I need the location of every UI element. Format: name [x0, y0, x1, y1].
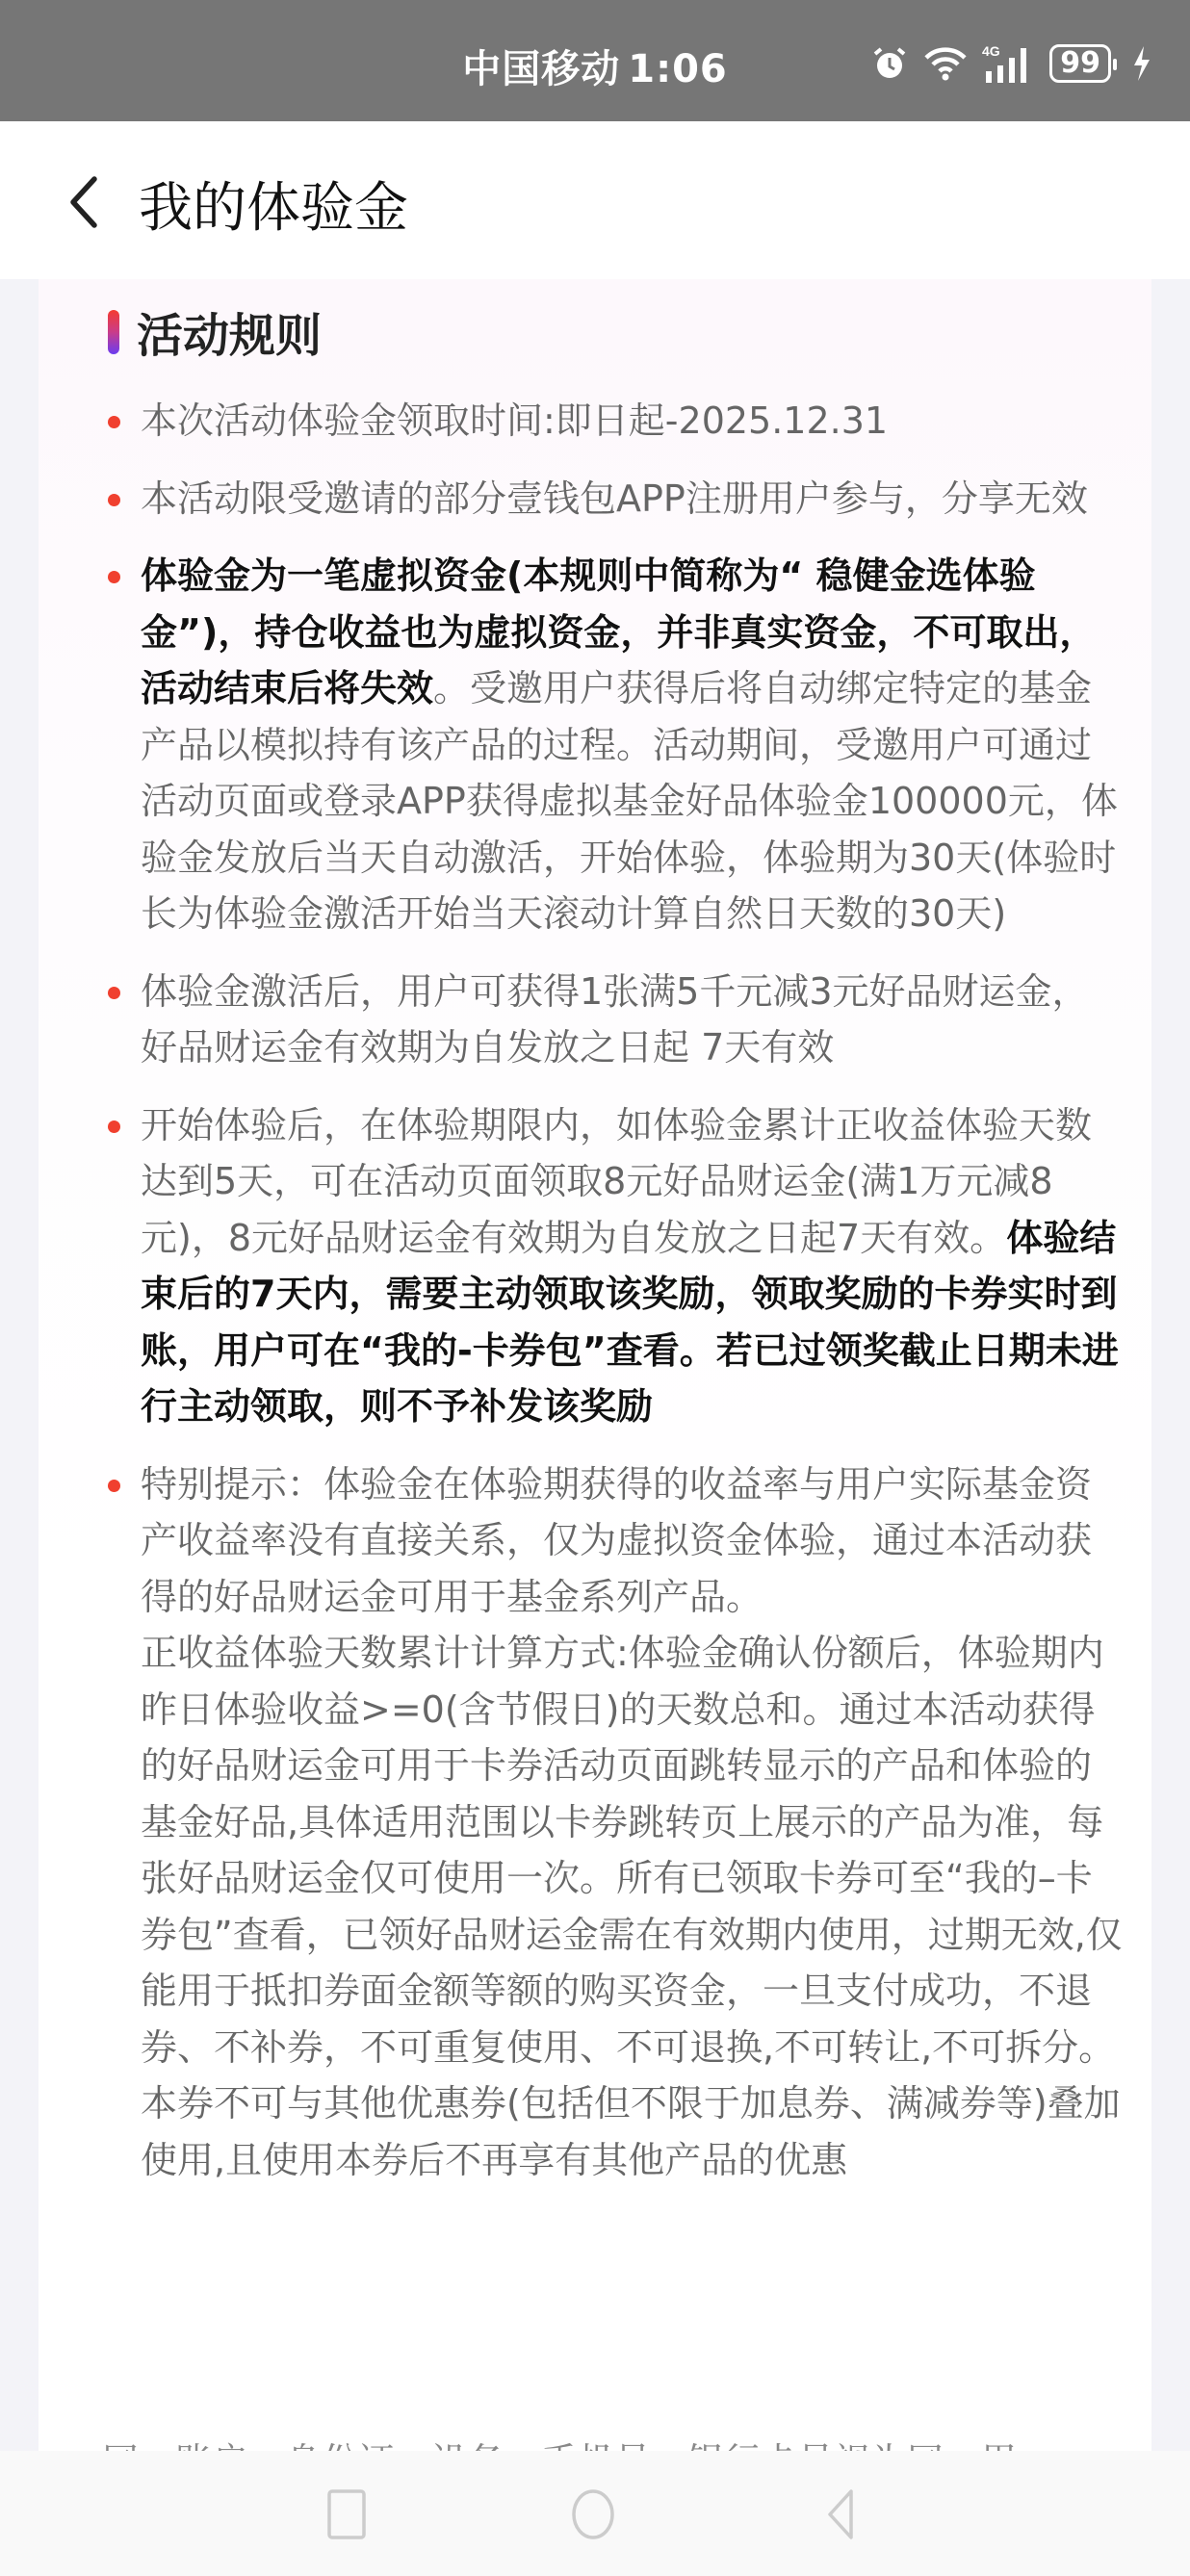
clock: 1:06 — [628, 47, 728, 91]
status-bar — [0, 0, 1190, 121]
signal-icon — [982, 42, 1036, 85]
page-title: 我的体验金 — [139, 177, 408, 240]
rules-card — [39, 279, 1151, 2493]
recents-icon — [318, 2487, 375, 2541]
rule-item-2 — [102, 471, 1123, 528]
back-button[interactable] — [60, 171, 114, 233]
rule-item-6 — [102, 1456, 1123, 2189]
chevron-left-icon — [60, 171, 114, 233]
rule-item-1 — [102, 393, 1123, 450]
rule-text: 体验金激活后，用户可获得1张满5千元减3元好品财运金，好品财运金有效期为自发放之日起 7天有效 — [141, 969, 1089, 1069]
section-title: 活动规则 — [137, 309, 323, 363]
rules-list — [102, 393, 1123, 2209]
back-nav-button[interactable] — [809, 2487, 867, 2541]
rule-text: 特别提示：体验金在体验期获得的收益率与用户实际基金资产收益率没有直接关系，仅为虚拟资金体验，通过本活动获得的好品财运金可用于基金系列产品。 — [141, 1462, 1093, 1618]
rule-item-5 — [102, 1097, 1123, 1435]
rule-text: 本次活动体验金领取时间:即日起-2025.12.31 — [141, 399, 889, 442]
wifi-icon — [922, 44, 969, 83]
rule-item-3 — [102, 548, 1123, 942]
rule-bold-text: 体验结束后的7天内，需要主动领取该奖励，领取奖励的卡券实时到账，用户可在“我的-卡券包”查看。若已过领奖截止日期未进行主动领取，则不予补发该奖励 — [141, 1216, 1119, 1428]
rule-text: 开始体验后，在体验期限内，如体验金累计正收益体验天数达到5天，可在活动页面领取8元好品财运金(满1万元减8元)，8元好品财运金有效期为自发放之日起7天有效。 — [141, 1103, 1093, 1259]
section-header — [108, 298, 322, 365]
rule-text: 本活动限受邀请的部分壹钱包APP注册用户参与，分享无效 — [141, 477, 1088, 520]
home-icon — [564, 2487, 622, 2541]
app-header — [0, 121, 1190, 279]
network-type-label: 4G — [982, 43, 1000, 59]
rule-bold-text: 体验金为一笔虚拟资金(本规则中简称为“ 稳健金选体验金”)，持仓收益也为虚拟资金，并非真实资金，不可取出，活动结束后将失效 — [141, 554, 1097, 709]
section-accent-bar — [108, 310, 119, 354]
carrier-label: 中国移动 — [462, 47, 621, 91]
rule-text: 。受邀用户获得后将自动绑定特定的基金产品以模拟持有该产品的过程。活动期间，受邀用户可通过活动页面或登录APP获得虚拟基金好品体验金100000元，体验金发放后当天自动激活，开始体验，体验期为30天(体验时长为体验金激活开始当天滚动计算自然日天数的30天) — [141, 667, 1118, 935]
status-icons — [870, 42, 1151, 85]
battery-icon: 99 — [1049, 44, 1111, 83]
alarm-icon — [870, 44, 909, 83]
home-button[interactable] — [564, 2487, 622, 2541]
recents-button[interactable] — [318, 2487, 375, 2541]
scroll-content[interactable] — [0, 279, 1190, 2451]
charging-icon — [1130, 44, 1151, 83]
rule-item-4 — [102, 964, 1123, 1076]
back-triangle-icon — [809, 2487, 867, 2541]
system-nav-bar — [0, 2451, 1190, 2576]
rule-subparagraph: 正收益体验天数累计计算方式:体验金确认份额后，体验期内昨日体验收益>=0(含节假日)的天数总和。通过本活动获得的好品财运金可用于卡券活动页面跳转显示的产品和体验的基金好品,具体适用范围以卡券跳转页上展示的产品为准，每张好品财运金仅可使用一次。所有已领取卡券可至“我的–卡券包”查看，已领好品财运金需在有效期内使用，过期无效,仅能用于抵扣券面金额等额的购买资金，一旦支付成功，不退券、不补券，不可重复使用、不可退换,不可转让,不可拆分。本券不可与其他优惠券(包括但不限于加息券、满减券等)叠加使用,且使用本券后不再享有其他产品的优惠 — [141, 1632, 1123, 2181]
